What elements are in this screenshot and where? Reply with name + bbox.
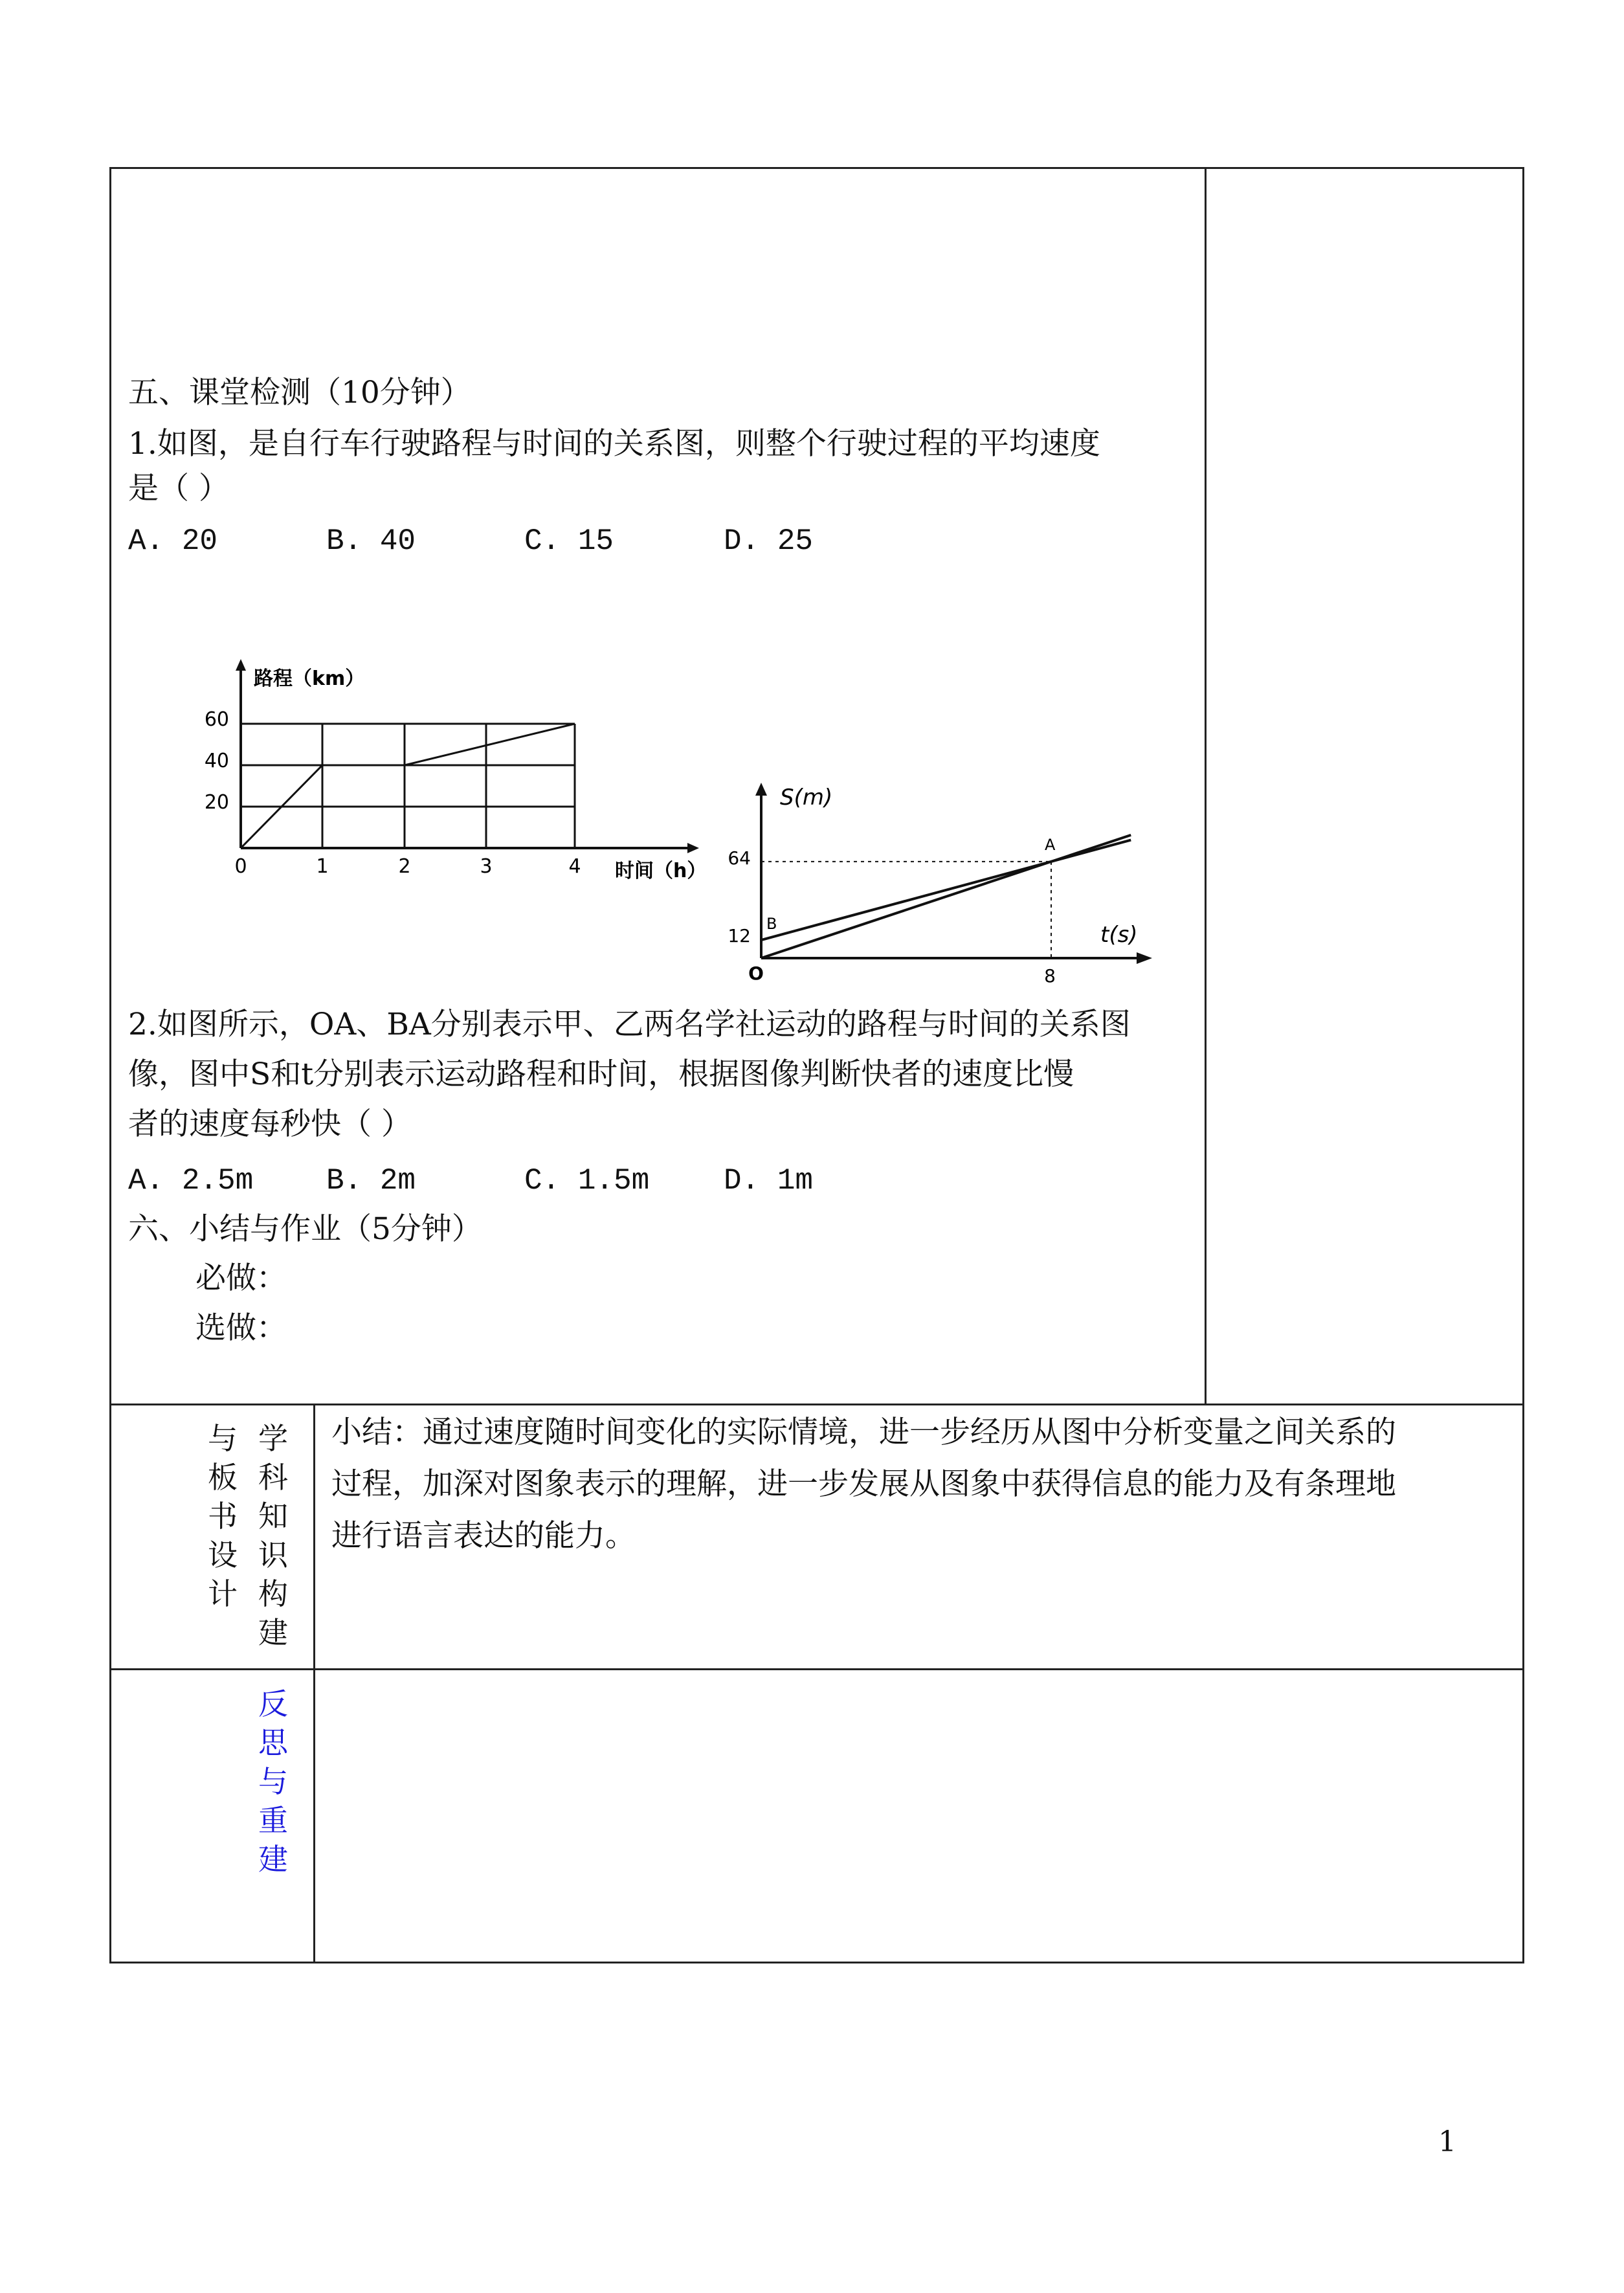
outer-border-top [109,167,1524,169]
outer-border-right [1522,167,1524,1963]
summary-line3: 进行语言表达的能力。 [331,1518,636,1554]
chart2-ytick-12: 12 [728,925,751,946]
distance-time-chart [188,654,725,884]
chart2-series-ba [761,840,1131,940]
homework-required: 必做： [195,1260,287,1296]
section5-heading: 五、课堂检测（10分钟） [128,375,471,410]
s-t-chart [699,774,1197,990]
q1-line2: 是（ ） [128,471,229,506]
q2-option-a: A. 2.5m [128,1164,254,1198]
chart1-ylabel: 路程（km） [254,667,365,690]
page-number: 1 [1438,2125,1456,2158]
reflection-label: 反思与重建 [258,1686,288,1877]
chart2-point-a-label: A [1045,836,1056,854]
chart2-point-b-label: B [766,915,777,933]
chart2-ylabel: S(m) [780,785,833,811]
inner-column-divider [1205,167,1207,1405]
q2-option-b: B. 2m [326,1164,416,1198]
chart1-xtick-0: 0 [234,855,247,878]
outer-border-left [109,167,111,1963]
row-divider-1 [109,1404,1524,1405]
section6-heading: 六、小结与作业（5分钟） [128,1211,482,1247]
q1-option-c: C. 15 [524,524,614,558]
outer-border-bottom [109,1962,1524,1963]
label-column-divider [313,1404,315,1963]
knowledge-label-col1: 学科知识构建 [258,1421,288,1650]
summary-line1: 小结：通过速度随时间变化的实际情境，进一步经历从图中分析变量之间关系的 [331,1415,1396,1450]
summary-line2: 过程，加深对图象表示的理解，进一步发展从图象中获得信息的能力及有条理地 [331,1466,1396,1502]
chart1-xtick-4: 4 [568,855,581,878]
chart1-ytick-20: 20 [204,791,229,814]
q1-option-a: A. 20 [128,524,218,558]
q2-line1: 2.如图所示，OA、BA分别表示甲、乙两名学社运动的路程与时间的关系图 [128,1007,1131,1042]
chart1-ytick-40: 40 [204,750,229,772]
chart2-xlabel: t(s) [1100,922,1138,948]
chart1-xtick-2: 2 [398,855,411,878]
q2-option-c: C. 1.5m [524,1164,650,1198]
q2-line2: 像，图中S和t分别表示运动路程和时间，根据图像判断快者的速度比慢 [128,1057,1074,1092]
chart2-origin-label: O [748,963,764,984]
chart2-xtick-8: 8 [1044,965,1056,987]
q1-option-b: B. 40 [326,524,416,558]
q1-option-d: D. 25 [724,524,814,558]
q2-line3: 者的速度每秒快（ ） [128,1106,412,1142]
chart1-xtick-1: 1 [316,855,329,878]
chart1-xlabel: 时间（h） [615,860,707,882]
homework-optional: 选做： [195,1310,287,1346]
chart2-ytick-64: 64 [728,847,751,869]
chart1-series-line [241,724,575,848]
chart1-ytick-60: 60 [204,708,229,731]
chart2-series-oa [761,835,1131,958]
q1-line1: 1.如图，是自行车行驶路程与时间的关系图，则整个行驶过程的平均速度 [128,426,1100,462]
q2-option-d: D. 1m [724,1164,814,1198]
knowledge-label-col2: 与板书设计 [208,1421,238,1611]
chart1-xtick-3: 3 [480,855,493,878]
row-divider-2 [109,1668,1524,1670]
